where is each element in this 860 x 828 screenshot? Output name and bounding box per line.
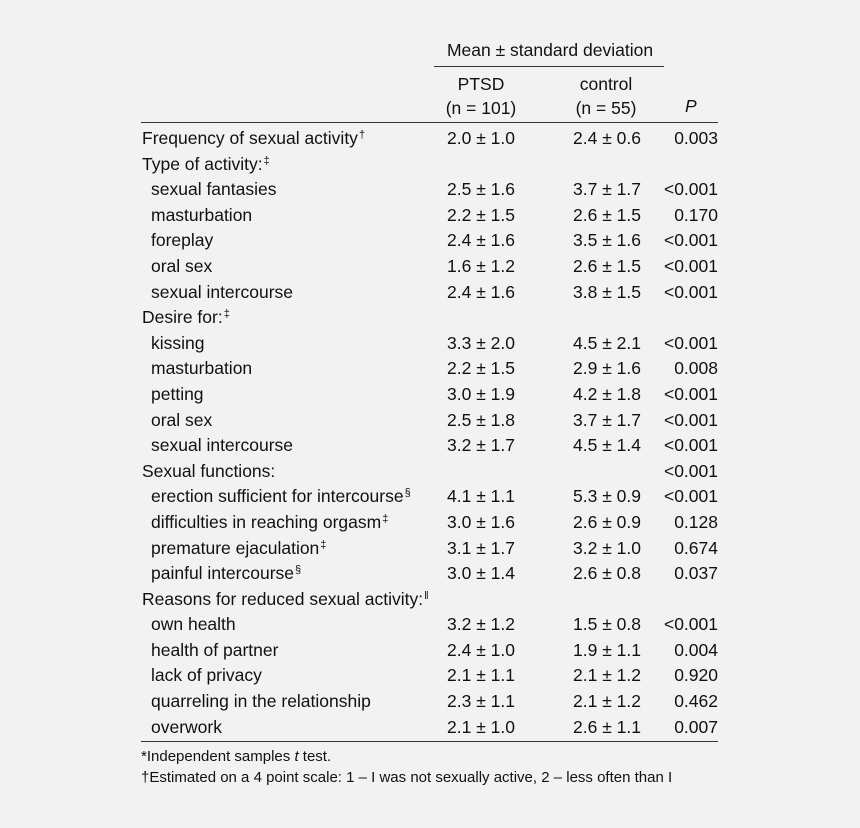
row-label (151, 640, 278, 661)
row-label-text: masturbation (151, 204, 253, 225)
control-value: 2.6 ± 0.9 (573, 511, 641, 532)
row-label-text: oral sex (151, 255, 213, 276)
table-row (0, 358, 860, 384)
ptsd-value: 3.0 ± 1.6 (447, 511, 515, 532)
row-label (151, 563, 301, 584)
table-row (0, 154, 860, 180)
row-label-text: premature ejaculation (151, 537, 320, 558)
ptsd-value: 2.4 ± 1.6 (447, 281, 515, 302)
ptsd-value: 4.1 ± 1.1 (447, 486, 515, 507)
mean-sd-header: Mean ± standard deviation (446, 40, 654, 60)
p-value: <0.001 (663, 383, 718, 404)
row-label-text: masturbation (151, 358, 253, 379)
control-value: 2.6 ± 1.5 (573, 204, 641, 225)
row-label-text: erection sufficient for intercourse (151, 486, 404, 507)
row-label-text: health of partner (151, 639, 279, 660)
row-label-text: sexual intercourse (151, 435, 294, 456)
row-label-text: sexual intercourse (151, 281, 294, 302)
p-value: <0.001 (663, 460, 718, 481)
row-label-text: lack of privacy (151, 665, 262, 686)
table-row (0, 691, 860, 717)
footnote-marker: § (295, 564, 302, 577)
table-row (0, 384, 860, 410)
control-value: 5.3 ± 0.9 (573, 486, 641, 507)
footnote-scale: †Estimated on a 4 point scale: 1 – I was not sexually active, 2 – less often than I (141, 769, 673, 786)
row-label (151, 230, 213, 251)
row-label-text: Type of activity: (142, 153, 263, 174)
control-value: 2.6 ± 1.1 (573, 716, 641, 737)
table-row (0, 410, 860, 436)
p-value: <0.001 (663, 281, 718, 302)
ptsd-value: 2.0 ± 1.0 (447, 128, 515, 148)
p-value: <0.001 (663, 435, 718, 456)
control-column-name: control (579, 74, 633, 94)
row-label (142, 128, 365, 149)
p-value: 0.674 (674, 537, 718, 558)
table-row (0, 333, 860, 359)
table-row (0, 205, 860, 231)
table-row (0, 230, 860, 256)
row-label-text: quarreling in the relationship (151, 691, 371, 712)
row-label (151, 384, 204, 405)
table-row (0, 128, 860, 154)
row-label (151, 512, 388, 533)
control-value: 3.2 ± 1.0 (573, 537, 641, 558)
row-label (151, 358, 252, 379)
p-value-header: P (685, 96, 697, 116)
row-label (142, 154, 270, 175)
row-label-text: petting (151, 383, 204, 404)
table-row (0, 282, 860, 308)
p-value: 0.008 (674, 358, 718, 379)
ptsd-value: 3.2 ± 1.7 (447, 435, 515, 456)
table-body (0, 128, 860, 742)
footnote-1-post: test. (298, 748, 332, 765)
ptsd-value: 2.1 ± 1.0 (447, 716, 515, 737)
p-value: <0.001 (663, 230, 718, 251)
ptsd-value: 2.2 ± 1.5 (447, 204, 515, 225)
header-span-rule (434, 66, 664, 67)
p-value: <0.001 (663, 332, 718, 353)
p-value: 0.004 (674, 639, 718, 660)
table-row (0, 461, 860, 487)
ptsd-value: 2.5 ± 1.6 (447, 179, 515, 200)
footnote-marker: ‖ (424, 589, 429, 602)
ptsd-value: 2.1 ± 1.1 (447, 665, 515, 686)
row-label (151, 410, 212, 431)
p-value: 0.462 (674, 691, 718, 712)
table-row (0, 640, 860, 666)
table-row (0, 512, 860, 538)
table-row (0, 563, 860, 589)
control-value: 2.9 ± 1.6 (573, 358, 641, 379)
ptsd-value: 2.4 ± 1.6 (447, 230, 515, 251)
row-label (151, 282, 293, 303)
ptsd-value: 3.0 ± 1.4 (447, 563, 515, 584)
row-label-text: difficulties in reaching orgasm (151, 511, 382, 532)
ptsd-value: 2.4 ± 1.0 (447, 639, 515, 660)
footnote-marker: ‡ (382, 512, 389, 525)
table-row (0, 717, 860, 743)
row-label (151, 256, 212, 277)
p-value: 0.170 (674, 204, 718, 225)
footnote-marker: ‡ (223, 308, 230, 321)
table-bottom-rule (141, 741, 718, 742)
header-bottom-rule (141, 122, 718, 123)
row-label-text: Desire for: (142, 307, 223, 328)
row-label (142, 461, 275, 482)
row-label-text: Reasons for reduced sexual activity: (142, 588, 424, 609)
p-value: <0.001 (663, 409, 718, 430)
control-value: 2.6 ± 1.5 (573, 255, 641, 276)
table-row (0, 589, 860, 615)
row-label (151, 435, 293, 456)
p-value: 0.037 (674, 563, 718, 584)
row-label-text: foreplay (151, 230, 214, 251)
row-label-text: own health (151, 614, 236, 635)
p-value: 0.007 (674, 716, 718, 737)
ptsd-value: 2.5 ± 1.8 (447, 409, 515, 430)
control-value: 2.1 ± 1.2 (573, 691, 641, 712)
footnote-1-pre: *Independent samples (141, 748, 295, 765)
footnote-marker: ‡ (263, 154, 270, 167)
table-row (0, 538, 860, 564)
ptsd-value: 3.1 ± 1.7 (447, 537, 515, 558)
row-label-text: oral sex (151, 409, 213, 430)
row-label (142, 589, 429, 610)
row-label-text: kissing (151, 332, 205, 353)
row-label (151, 538, 326, 559)
p-value: <0.001 (663, 255, 718, 276)
ptsd-value: 3.2 ± 1.2 (447, 614, 515, 635)
ptsd-value: 2.3 ± 1.1 (447, 691, 515, 712)
control-value: 3.8 ± 1.5 (573, 281, 641, 302)
control-value: 3.7 ± 1.7 (573, 179, 641, 200)
control-value: 1.9 ± 1.1 (573, 639, 641, 660)
row-label-text: sexual fantasies (151, 179, 277, 200)
row-label-text: Frequency of sexual activity (142, 128, 358, 148)
p-value: 0.128 (674, 511, 718, 532)
footnote-marker: † (358, 129, 366, 141)
control-value: 2.1 ± 1.2 (573, 665, 641, 686)
ptsd-column-name: PTSD (457, 74, 505, 94)
ptsd-column-n: (n = 101) (445, 98, 517, 118)
control-value: 4.2 ± 1.8 (573, 383, 641, 404)
p-value: 0.003 (674, 128, 718, 148)
row-label (151, 205, 252, 226)
row-label (151, 691, 371, 712)
row-label-text: Sexual functions: (142, 460, 276, 481)
control-value: 4.5 ± 2.1 (573, 332, 641, 353)
row-label (142, 307, 230, 328)
row-label (151, 665, 262, 686)
control-column-n: (n = 55) (575, 98, 637, 118)
p-value: <0.001 (663, 179, 718, 200)
control-column-header (536, 72, 676, 120)
p-value: <0.001 (663, 614, 718, 635)
row-label (151, 486, 411, 507)
control-value: 2.4 ± 0.6 (573, 128, 641, 148)
footnote-1-italic: t (294, 748, 299, 765)
ptsd-value: 3.3 ± 2.0 (447, 332, 515, 353)
p-value: 0.920 (674, 665, 718, 686)
p-value: <0.001 (663, 486, 718, 507)
row-label (151, 179, 277, 200)
control-value: 3.7 ± 1.7 (573, 409, 641, 430)
footnote-marker: ‡ (320, 538, 327, 551)
table-row (0, 179, 860, 205)
table-row (0, 307, 860, 333)
ptsd-value: 2.2 ± 1.5 (447, 358, 515, 379)
table-row (0, 256, 860, 282)
footnote-marker: § (404, 487, 411, 500)
control-value: 1.5 ± 0.8 (573, 614, 641, 635)
table-row (0, 486, 860, 512)
control-value: 4.5 ± 1.4 (573, 435, 641, 456)
row-label-text: overwork (151, 716, 222, 737)
row-label-text: painful intercourse (151, 563, 294, 584)
ptsd-column-header (411, 72, 551, 120)
table-row (0, 435, 860, 461)
table-row (0, 614, 860, 640)
row-label (151, 614, 236, 635)
footnote-independent-t-test (141, 748, 331, 765)
control-value: 3.5 ± 1.6 (573, 230, 641, 251)
row-label (151, 333, 205, 354)
ptsd-value: 3.0 ± 1.9 (447, 383, 515, 404)
table-row (0, 665, 860, 691)
row-label (151, 717, 222, 738)
ptsd-value: 1.6 ± 1.2 (447, 255, 515, 276)
control-value: 2.6 ± 0.8 (573, 563, 641, 584)
